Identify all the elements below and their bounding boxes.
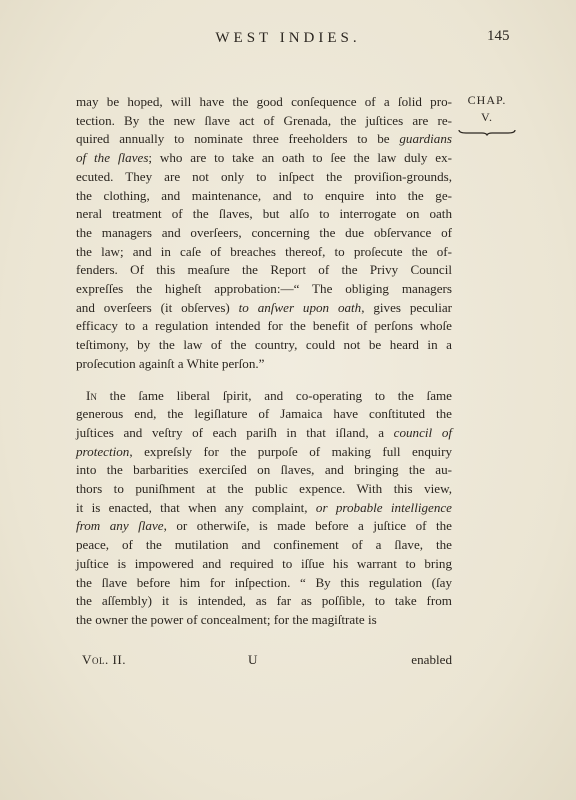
text-run: the clothing, and maintenance, and to enquire into the ge- <box>76 187 452 203</box>
text-run: neral treatment of the ſlaves, but alſo to interrogate on oath <box>76 206 452 222</box>
text-run: may be hoped, will have the good conſequence of a ſolid pro- <box>76 94 452 109</box>
text-line <box>76 149 452 168</box>
paragraph-gap <box>76 374 452 387</box>
paragraph <box>76 387 452 630</box>
text-run: teſtimony, by the law of the country, could not be heard in a <box>76 337 452 353</box>
chapter-number: V. <box>480 110 494 124</box>
text-run: thors to puniſhment at the public expence. With this view, <box>76 481 452 497</box>
text-line <box>76 387 452 406</box>
text-line <box>76 168 452 187</box>
italic-run: to anſwer upon oath <box>238 299 362 315</box>
text-run: the ſame liberal ſpirit, and co-operating to the ſame <box>96 387 452 403</box>
page-footer <box>76 652 452 672</box>
text-line <box>76 299 452 318</box>
text-run: and overſeers (it obſerves) <box>76 299 239 315</box>
italic-run: council of <box>393 424 453 440</box>
signature-mark: U <box>248 652 258 667</box>
text-line <box>76 243 452 262</box>
text-run: ; who are to take an oath to ſee the law duly ex- <box>148 150 452 166</box>
text-line <box>76 130 452 149</box>
text-run: peace, of the mutilation and confinement of a ſlave, the <box>76 537 452 553</box>
text-line <box>76 443 452 462</box>
text-run: juſtice is impowered and required to iſſue his warrant to bring <box>76 555 452 571</box>
chapter-margin-note <box>458 92 516 136</box>
text-line <box>76 517 452 536</box>
text-run: quired annually to nominate three freeholders to be <box>76 131 400 147</box>
italic-run: guardians <box>399 131 452 147</box>
text-line <box>76 574 452 593</box>
volume-label: Vol. II. <box>82 652 126 667</box>
text-line <box>76 424 452 443</box>
italic-run: protection <box>76 443 130 459</box>
chapter-label: CHAP. <box>467 93 507 107</box>
italic-run: or probable intelligence <box>315 499 452 515</box>
text-line <box>76 205 452 224</box>
page-number: 145 <box>487 28 510 44</box>
text-run: ecuted. They are not only to inſpect the proviſion-grounds, <box>76 168 452 184</box>
text-line <box>76 611 452 630</box>
text-line <box>76 93 452 112</box>
text-run: In <box>86 387 97 403</box>
text-run: , expreſsly for the purpoſe of making full enquiry <box>129 443 452 459</box>
text-line <box>76 280 452 299</box>
text-run: efficacy to a regulation intended for the benefit of perſons whoſe <box>76 318 452 334</box>
text-run: it is enacted, that when any complaint, <box>76 499 316 515</box>
text-line <box>76 405 452 424</box>
text-run: the law; and in caſe of breaches thereof, to proſecute the of- <box>76 243 452 259</box>
paragraph <box>76 93 452 374</box>
text-line <box>76 499 452 518</box>
running-title: WEST INDIES. <box>215 30 361 46</box>
text-run: the aſſembly) it is intended, as far as poſſible, to take from <box>76 593 452 609</box>
text-line <box>76 355 452 374</box>
text-line <box>76 592 452 611</box>
text-run: tection. By the new ſlave act of Grenada, the juſtices are re- <box>76 112 452 128</box>
text-run: fenders. Of this meaſure the Report of the Privy Council <box>76 262 452 278</box>
text-line <box>76 112 452 131</box>
text-run: the ſlave before him for inſpection. “ By this regulation (ſay <box>76 574 452 590</box>
text-line <box>76 555 452 574</box>
italic-run: of the ſlaves <box>76 150 149 166</box>
text-line <box>76 480 452 499</box>
body-text <box>76 93 452 630</box>
text-run: the managers and overſeers, concerning the due obſervance of <box>76 224 452 240</box>
text-run: expreſſes the higheſt approbation:—“ The obliging managers <box>76 281 452 297</box>
text-run: proſecution againſt a White perſon.” <box>76 355 265 371</box>
text-line <box>76 187 452 206</box>
text-run: , or otherwiſe, is made before a juſtice of the <box>163 518 452 534</box>
text-run: the owner the power of concealment; for the magiſtrate is <box>76 611 377 627</box>
text-line <box>76 461 452 480</box>
brace-ornament <box>458 128 516 136</box>
text-line <box>76 224 452 243</box>
text-line <box>76 336 452 355</box>
catchword: enabled <box>411 652 452 667</box>
text-run: juſtices and veſtry of each pariſh in that iſland, a <box>76 424 394 440</box>
text-run: into the barbarities exerciſed on ſlaves, and bringing the au- <box>76 462 452 478</box>
text-run: , gives peculiar <box>361 299 453 315</box>
text-line <box>76 536 452 555</box>
text-run: generous end, the legiſlature of Jamaica have conſtituted the <box>76 406 452 422</box>
italic-run: from any ſlave <box>76 518 164 534</box>
text-line <box>76 317 452 336</box>
text-line <box>76 261 452 280</box>
